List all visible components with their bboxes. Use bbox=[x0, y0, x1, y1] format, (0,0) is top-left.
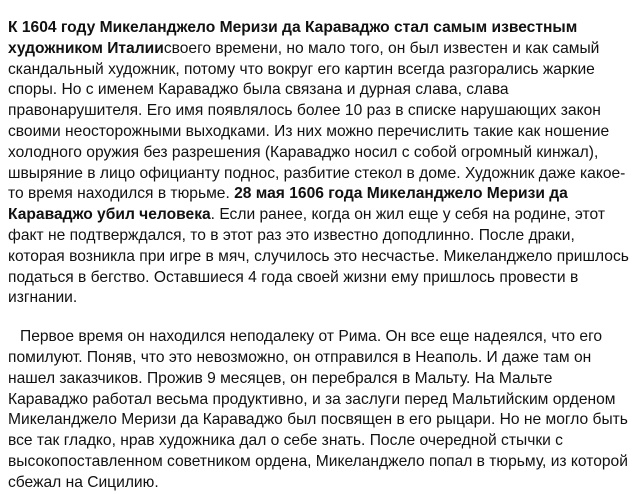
body-text-notoriety: своего времени, но мало того, он был известен и как самый скандальный художник, потому что вокруг его картин всегда разгорались жаркие споры. Но с именем Караваджо была связана и дурная слава, слава правонарушителя. Его имя появлялось более 10 раз в списке нарушающих закон своими неосторожными выходками. Из них можно перечислить такие как ношение холодного оружия без разрешения (Караваджо носил с собой огромный кинжал), швыряние в лицо официанту поднос, разбитие стекол в доме. Художник даже какое-то время находился в тюрьме. bbox=[8, 39, 626, 203]
body-text-exile: . Если ранее, когда он жил еще у себя на родине, этот факт не подтверждался, то в этот раз это известно доподлинно. После драки, которая возникла при игре в мяч, случилось это несчастье. Микеланджело пришлось податься в бегство. Оставшиеся 4 года своей жизни ему пришлось провести в изгнании. bbox=[8, 206, 629, 307]
bold-lead-text: К 1604 году Микеланджело Меризи да Караваджо стал самым известным художником Италии bbox=[8, 19, 578, 57]
document-body bbox=[8, 18, 634, 494]
bold-murder-event: 28 мая 1606 года Микеланджело Меризи да Караваджо убил человека bbox=[8, 185, 568, 224]
paragraph-caravaggio-malta bbox=[8, 327, 634, 493]
paragraph-spacer bbox=[8, 309, 634, 327]
body-text-malta: Первое время он находился неподалеку от Рима. Он все еще надеялся, что его помилуют. Поняв, что это невозможно, он отправился в Неаполь. И даже там он нашел заказчиков. Прожив 9 месяцев, он перебрался в Мальту. На Мальте Караваджо работал весьма продуктивно, и за заслуги перед Мальтийским орденом Микеланджело Меризи да Караваджо был посвящен в его рыцари. Но не могло быть все так гладко, нрав художника дал о себе знать. После очередной стычки с высокопоставленном советником ордена, Микеланджело попал в тюрьму, из которой сбежал на Сицилию. bbox=[8, 328, 628, 491]
paragraph-caravaggio-fame bbox=[8, 18, 634, 309]
